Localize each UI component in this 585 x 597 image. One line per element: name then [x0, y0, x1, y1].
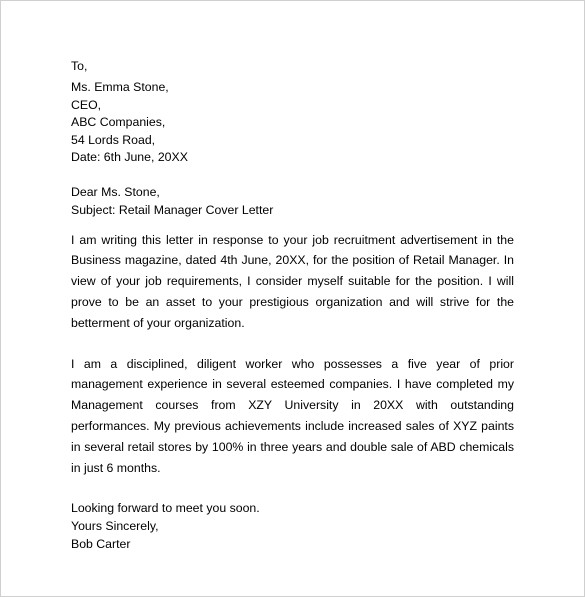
spacer	[71, 334, 514, 354]
recipient-address: 54 Lords Road,	[71, 132, 156, 147]
cover-letter	[71, 58, 514, 553]
signature-name: Bob Carter	[71, 536, 131, 551]
spacer	[71, 478, 514, 500]
recipient-address-block	[71, 79, 514, 166]
salutation-block	[71, 184, 514, 219]
spacer	[71, 166, 514, 184]
subject-line: Subject: Retail Manager Cover Letter	[71, 203, 274, 218]
recipient-title: CEO,	[71, 97, 102, 112]
letter-date: Date: 6th June, 20XX	[71, 150, 188, 165]
body-paragraph-2: I am a disciplined, diligent worker who possesses a five year of prior management experience in several esteemed companies. I have completed my Management courses from XZY University in 20XX with outstanding performances. My previous achievements include increased sales of XYZ paints in several retail stores by 100% in three years and double sale of ABD chemicals in just 6 months.	[71, 356, 514, 475]
salutation: Dear Ms. Stone,	[71, 185, 160, 200]
recipient-company: ABC Companies,	[71, 115, 166, 130]
spacer	[71, 220, 514, 230]
valediction: Yours Sincerely,	[71, 518, 159, 533]
to-label: To,	[71, 59, 88, 73]
closing-block	[71, 500, 514, 553]
body-paragraph-1: I am writing this letter in response to your job recruitment advertisement in the Business magazine, dated 4th June, 20XX, for the position of Retail Manager. In view of your job requirements, I consider myself suitable for the position. I will prove to be an asset to your prestigious organization and will strive for the betterment of your organization.	[71, 232, 514, 330]
closing-line: Looking forward to meet you soon.	[71, 501, 260, 516]
recipient-name: Ms. Emma Stone,	[71, 80, 169, 95]
